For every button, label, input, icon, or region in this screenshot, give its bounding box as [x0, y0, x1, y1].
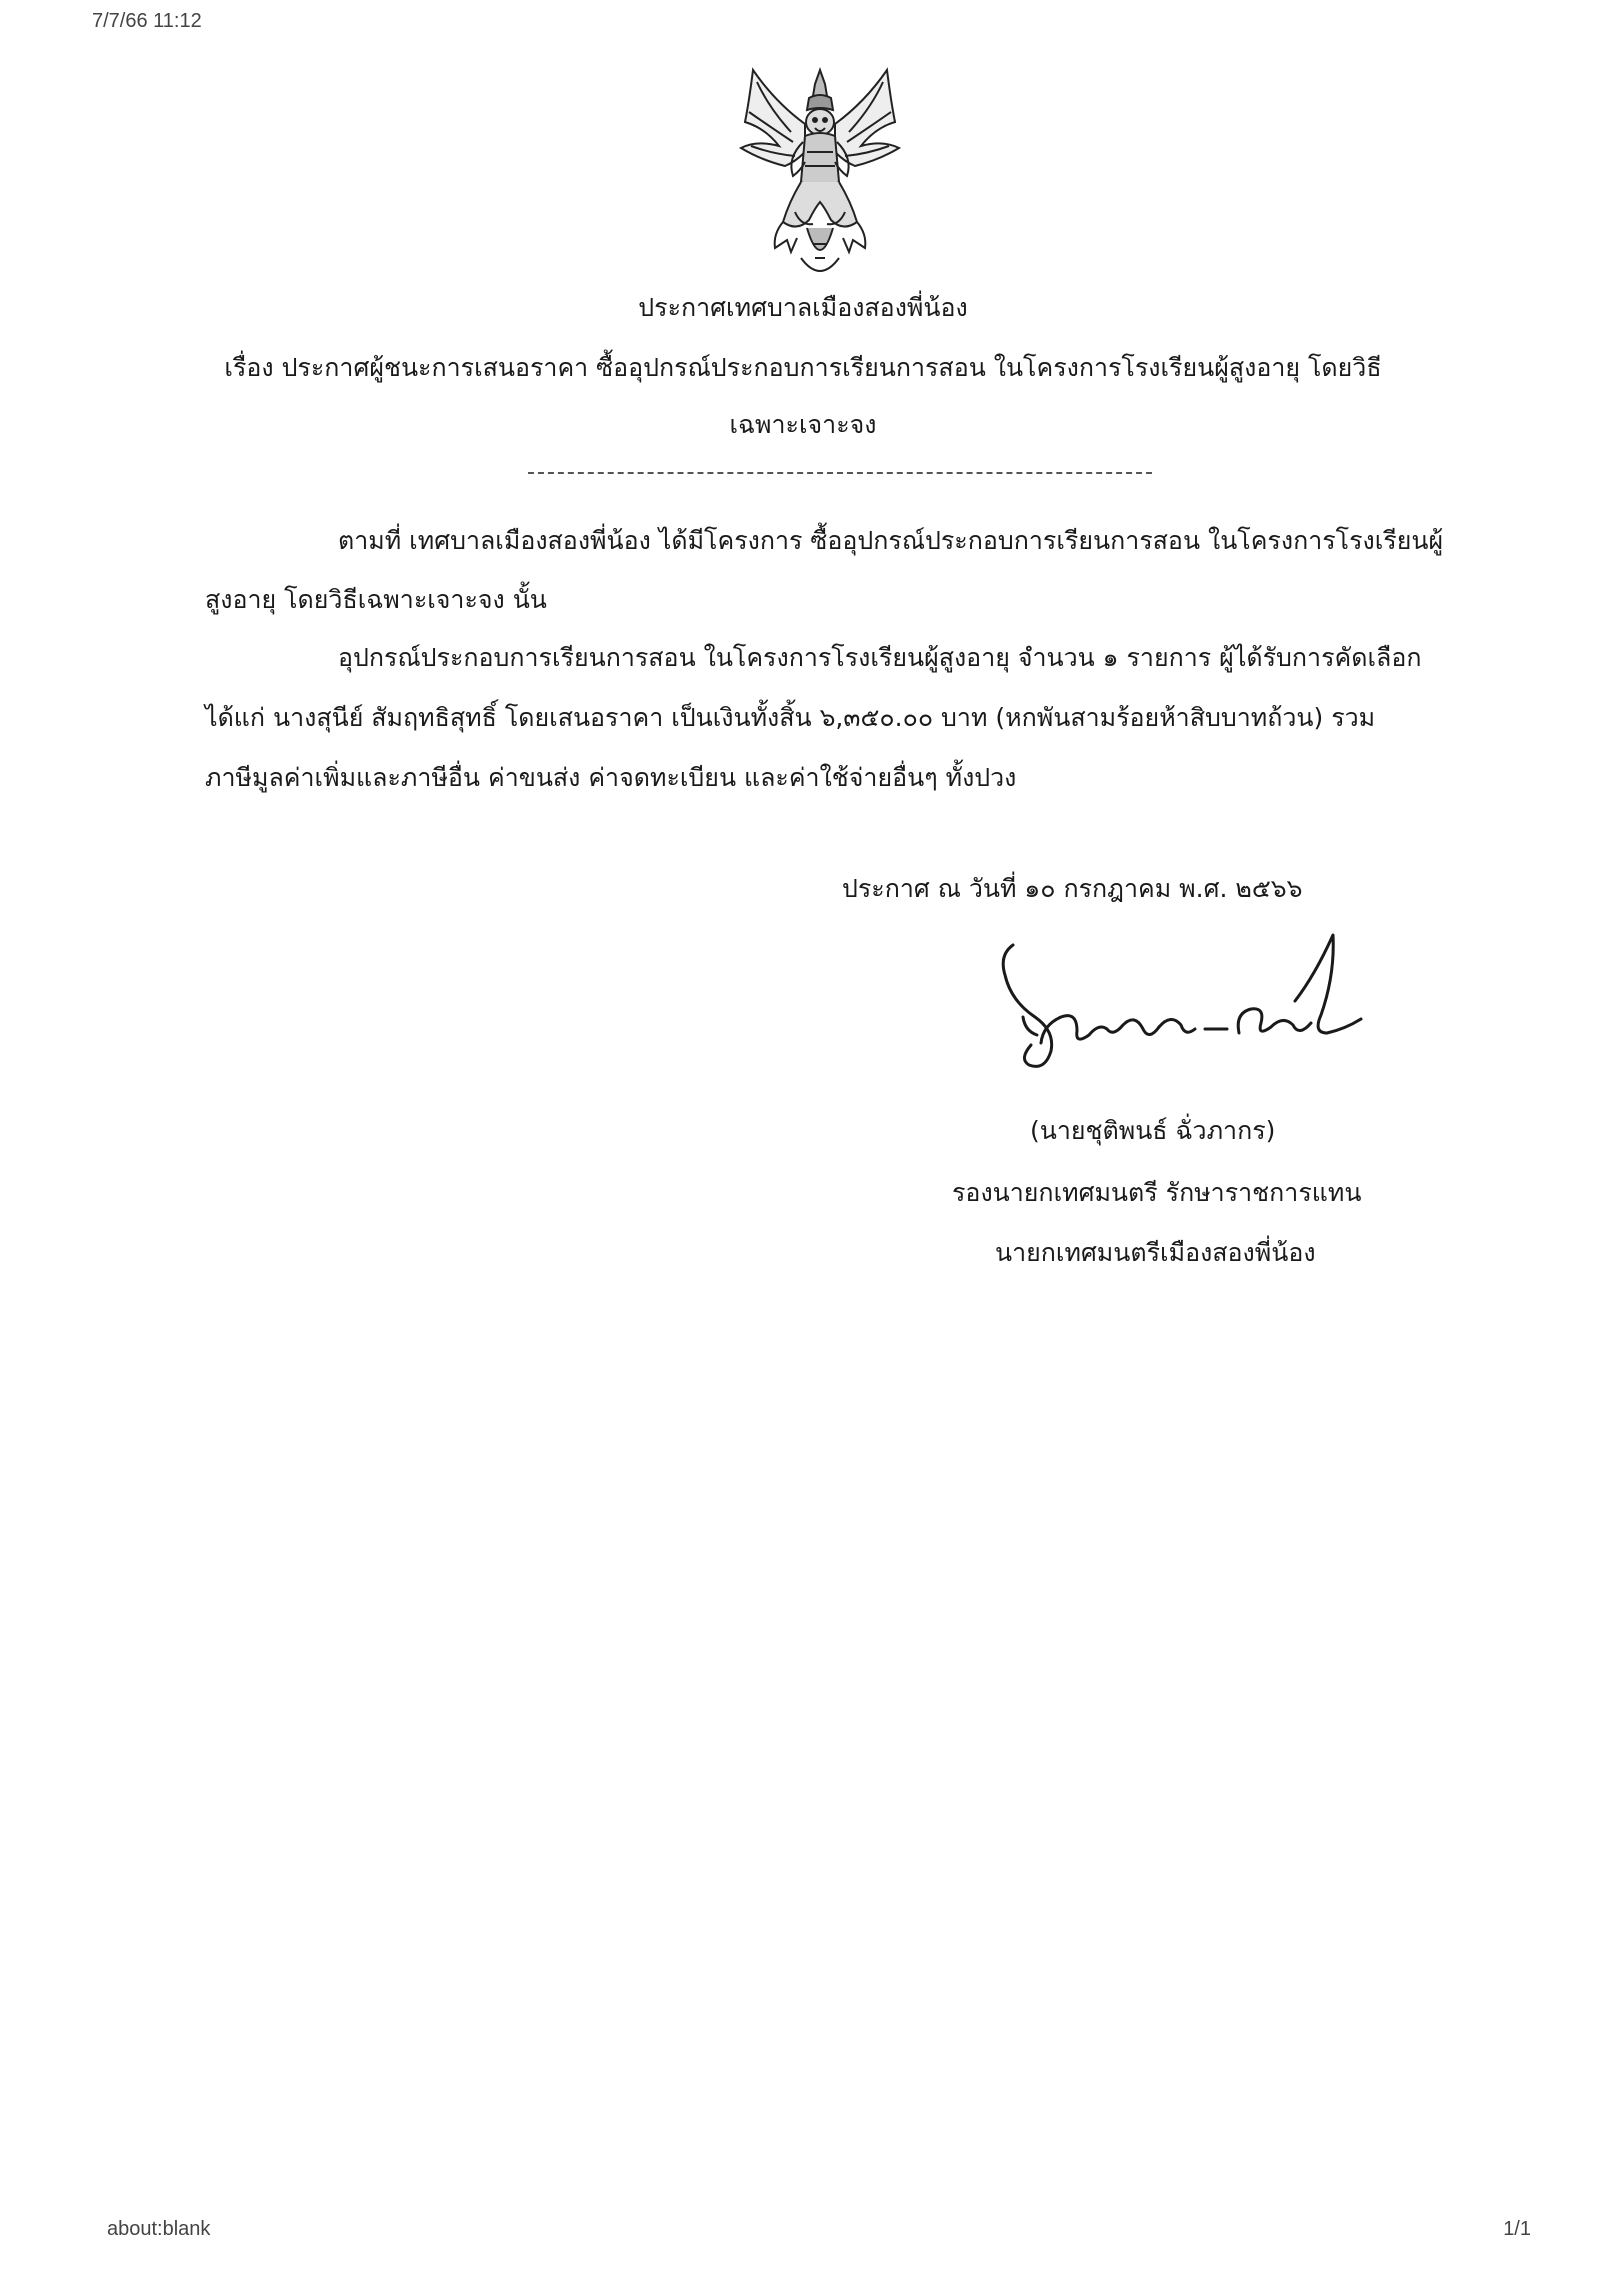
- print-header-datetime: 7/7/66 11:12: [92, 10, 202, 32]
- garuda-emblem-icon: [735, 62, 905, 287]
- signer-name: (นายชุติพนธ์ ฉั่วภากร): [1030, 1116, 1276, 1145]
- print-footer-url: about:blank: [107, 2218, 211, 2240]
- signer-position-line-2: นายกเทศมนตรีเมืองสองพี่น้อง: [995, 1238, 1316, 1267]
- paragraph-1-line-2: สูงอายุ โดยวิธีเฉพาะเจาะจง นั้น: [205, 585, 547, 614]
- document-title: ประกาศเทศบาลเมืองสองพี่น้อง: [638, 293, 968, 322]
- announcement-date: ประกาศ ณ วันที่ ๑๐ กรกฎาคม พ.ศ. ๒๕๖๖: [842, 874, 1303, 903]
- document-subject-line-2: เฉพาะเจาะจง: [729, 410, 877, 439]
- dashed-divider: [528, 472, 1152, 474]
- handwritten-signature: [995, 905, 1385, 1080]
- signer-position-line-1: รองนายกเทศมนตรี รักษาราชการแทน: [952, 1178, 1362, 1207]
- print-footer-page-number: 1/1: [1503, 2218, 1531, 2240]
- paragraph-2-line-2: ได้แก่ นางสุนีย์ สัมฤทธิสุทธิ์ โดยเสนอราคา เป็นเงินทั้งสิ้น ๖,๓๕๐.๐๐ บาท (หกพันสามร้อยห้าสิบบาทถ้วน) รวม: [205, 703, 1376, 732]
- paragraph-2-line-3: ภาษีมูลค่าเพิ่มและภาษีอื่น ค่าขนส่ง ค่าจดทะเบียน และค่าใช้จ่ายอื่นๆ ทั้งปวง: [205, 763, 1017, 792]
- document-subject-line-1: เรื่อง ประกาศผู้ชนะการเสนอราคา ซื้ออุปกรณ์ประกอบการเรียนการสอน ในโครงการโรงเรียนผู้สูงอายุ โดยวิธี: [224, 353, 1382, 382]
- paragraph-1-line-1: ตามที่ เทศบาลเมืองสองพี่น้อง ได้มีโครงการ ซื้ออุปกรณ์ประกอบการเรียนการสอน ในโครงการโรงเรียนผู้: [338, 526, 1444, 555]
- paragraph-2-line-1: อุปกรณ์ประกอบการเรียนการสอน ในโครงการโรงเรียนผู้สูงอายุ จำนวน ๑ รายการ ผู้ได้รับการคัดเลือก: [338, 643, 1422, 672]
